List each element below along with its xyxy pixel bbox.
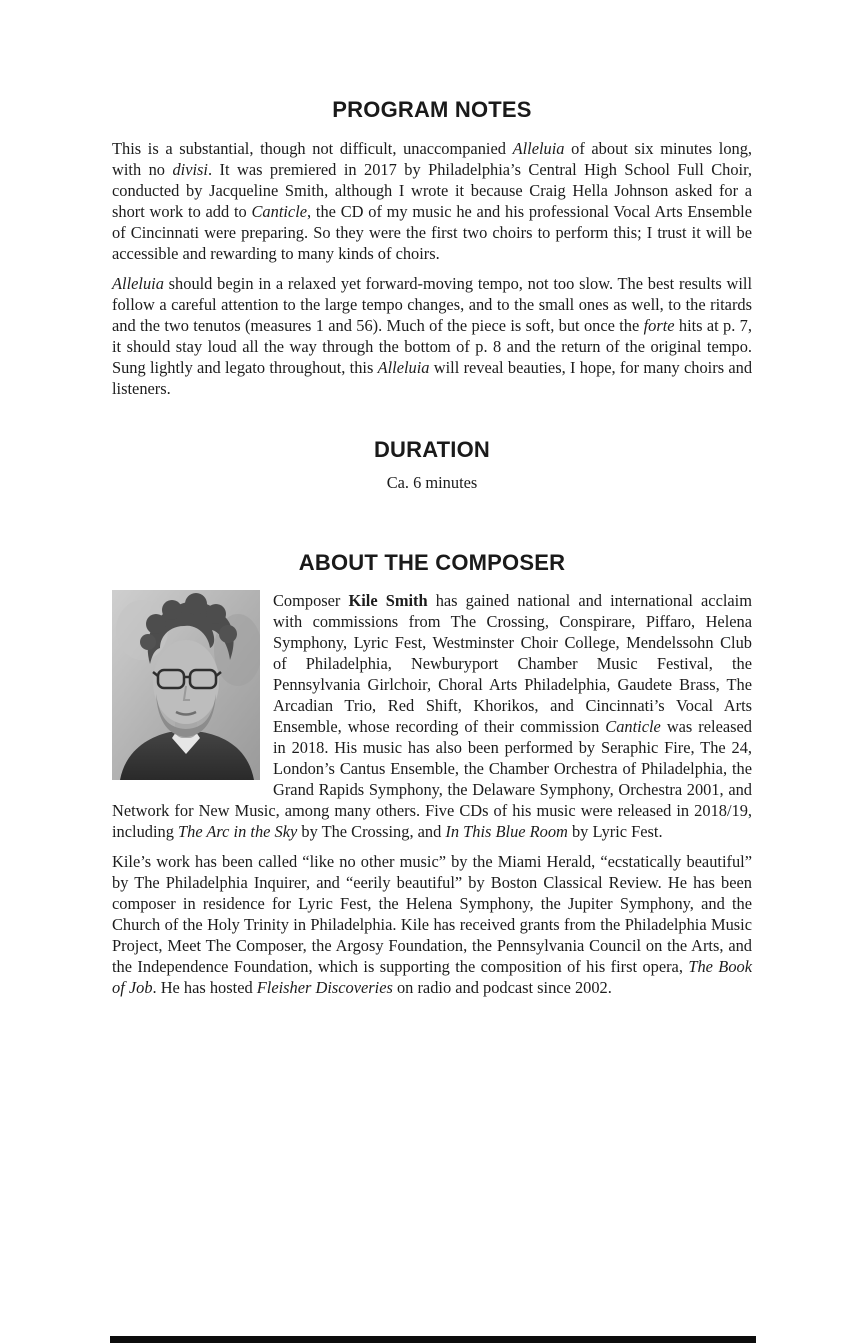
program-notes-paragraph-2: Alleluia should begin in a relaxed yet forward-moving tempo, not too slow. The best results will follow a careful attention to the large tempo changes, and to the small ones as well, to the ritards and the two tenutos (measures 1 and 56). Much of the piece is soft, but once the forte hits at p. 7, it should stay loud all the way through the bottom of p. 8 and the return of the original tempo. Sung lightly and legato throughout, this Alleluia will reveal beauties, I hope, for many choirs and listeners.	[112, 274, 753, 398]
page-content	[112, 0, 752, 1007]
duration-heading: DURATION	[373, 437, 491, 462]
composer-portrait-image	[112, 590, 260, 780]
duration-value: Ca. 6 minutes	[386, 473, 478, 492]
page-bottom-rule	[110, 1336, 756, 1343]
program-notes-paragraph-1: This is a substantial, though not difficult, unaccompanied Alleluia of about six minutes long, with no divisi. It was premiered in 2017 by Philadelphia’s Central High School Full Choir, conducted by Jacqueline Smith, although I wrote it because Craig Hella Johnson asked for a short work to add to Canticle, the CD of my music he and his professional Vocal Arts Ensemble of Cincinnati were preparing. So they were the first two choirs to perform this; I trust it will be accessible and rewarding to many kinds of choirs.	[112, 139, 753, 263]
composer-portrait-photo	[112, 590, 260, 780]
program-notes-heading: PROGRAM NOTES	[332, 97, 532, 122]
about-composer-paragraph-2: Kile’s work has been called “like no other music” by the Miami Herald, “ecstatically beautiful” by The Philadelphia Inquirer, and “eerily beautiful” by Boston Classical Review. He has been composer in residence for Lyric Fest, the Helena Symphony, the Jupiter Symphony, and the Church of the Holy Trinity in Philadelphia. Kile has received grants from the Philadelphia Music Project, Meet The Composer, the Argosy Foundation, the Pennsylvania Council on the Arts, and the Independence Foundation, which is supporting the composition of his first opera, The Book of Job. He has hosted Fleisher Discoveries on radio and podcast since 2002.	[112, 852, 752, 997]
about-composer-paragraph-1: Composer Kile Smith has gained national and international acclaim with commissions from The Crossing, Conspirare, Piffaro, Helena Symphony, Lyric Fest, Westminster Choir College, Mendelssohn Club of Philadelphia, Newburyport Chamber Music Festival, the Pennsylvania Girlchoir, Choral Arts Philadelphia, Gaudete Brass, The Arcadian Trio, Red Shift, Khorikos, and Cincinnati’s Vocal Arts Ensemble, whose recording of their commission Canticle was released in 2018. His music has also been performed by Seraphic Fire, The 24, London’s Cantus Ensemble, the Chamber Orchestra of Philadelphia, the Grand Rapids Symphony, the Delaware Symphony, Orchestra 2001, and Network for New Music, among many others. Five CDs of his music were released in 2018/19, including The Arc in the Sky by The Crossing, and In This Blue Room by Lyric Fest.	[112, 591, 752, 841]
about-composer-section	[112, 590, 752, 851]
about-composer-heading: ABOUT THE COMPOSER	[298, 550, 566, 575]
